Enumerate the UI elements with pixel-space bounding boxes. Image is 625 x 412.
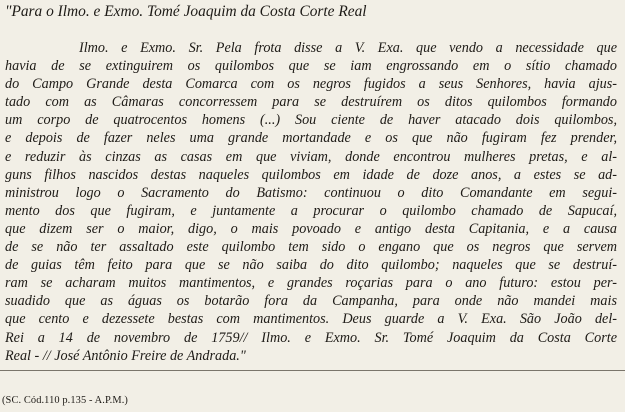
letter-line: que dizem ser o maior, digo, o mais povoado e antigo desta Capitania, e a causa — [5, 220, 617, 237]
letter-line: Ilmo. e Exmo. Sr. Pela frota disse a V. Exa. que vendo a necessidade que — [79, 40, 617, 56]
letter-line: ram se acharam muitos mantimentos, e grandes roçarias para o ano futuro: estou per- — [5, 275, 617, 292]
letter-line: e depois de fazer neles uma grande mortandade e os que não fugiram fez prender, — [5, 130, 617, 147]
letter-line: mento dos que fugiram, e juntamente a procurar o quilombo chamado de Sapucaí, — [5, 202, 617, 219]
source-citation: (SC. Cód.110 p.135 - A.P.M.) — [2, 395, 128, 406]
letter-line: um corpo de quatrocentos homens (...) Sou ciente de haver atacado dois quilombos, — [5, 112, 617, 129]
letter-line: de guias têm feito para que se não saiba do dito quilombo; naqueles que se destruí- — [5, 257, 617, 274]
letter-line: tado com as Câmaras concorressem para se destruírem os ditos quilombos formando — [5, 94, 617, 111]
letter-heading: "Para o Ilmo. e Exmo. Tomé Joaquim da Costa Corte Real — [5, 3, 367, 20]
divider-line — [0, 370, 625, 371]
letter-line: que cento e dezessete bestas com mantimentos. Deus guarde a V. Exa. São João del- — [5, 311, 617, 328]
letter-line: e reduzir às cinzas as casas em que viviam, donde encontrou mulheres pretas, e al- — [5, 148, 617, 165]
letter-line: suadido que as águas os botarão fora da Campanha, para onde não mandei mais — [5, 293, 617, 310]
letter-line: Real - // José Antônio Freire de Andrada." — [5, 347, 246, 364]
letter-line: ministrou logo o Sacramento do Batismo: continuou o dito Comandante em segui- — [5, 184, 617, 201]
letter-line: guns filhos nascidos destas naqueles quilombos em idade de doze anos, a estes se ad- — [5, 166, 617, 183]
letter-body — [5, 39, 617, 365]
letter-line: de se não ter assaltado este quilombo tem sido o engano que os negros que servem — [5, 239, 617, 256]
letter-line: havia de se extinguirem os quilombos que se iam engrossando em o sítio chamado — [5, 58, 617, 75]
letter-line: do Campo Grande desta Comarca com os negros fugidos a seus Senhores, havia ajus- — [5, 76, 617, 93]
letter-line: Rei a 14 de novembro de 1759// Ilmo. e Exmo. Sr. Tomé Joaquim da Costa Corte — [5, 329, 617, 346]
